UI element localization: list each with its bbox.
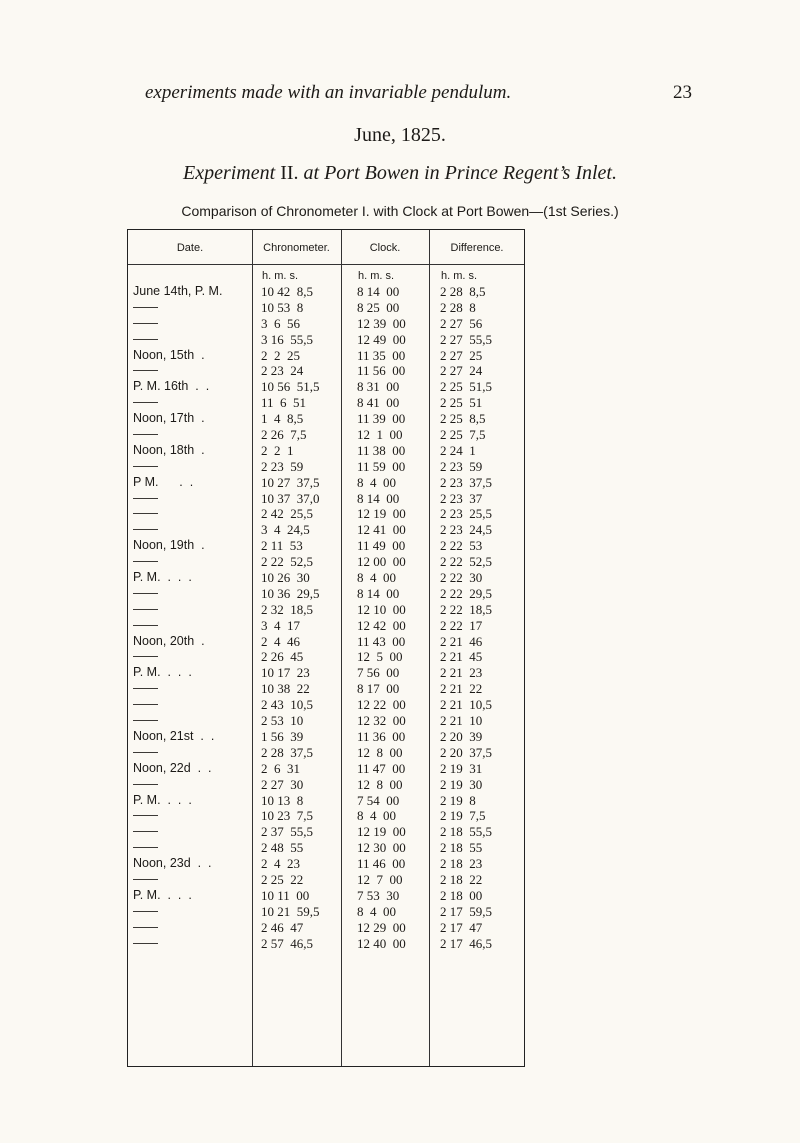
cell-difference: 2 25 8,5 bbox=[440, 411, 486, 427]
cell-difference: 2 23 25,5 bbox=[440, 506, 492, 522]
table-row bbox=[128, 506, 524, 522]
running-head-title: experiments made with an invariable pendulum. bbox=[145, 82, 512, 103]
cell-date: —— bbox=[133, 395, 158, 410]
table-row bbox=[128, 697, 524, 713]
cell-date: —— bbox=[133, 808, 158, 823]
cell-chronometer: 3 4 17 bbox=[261, 617, 300, 633]
cell-date: Noon, 15th . bbox=[133, 347, 205, 362]
cell-date: P. M. . . . bbox=[133, 570, 192, 585]
cell-clock: 12 41 00 bbox=[357, 522, 406, 538]
cell-date: —— bbox=[133, 649, 158, 664]
cell-chronometer: 10 36 29,5 bbox=[261, 585, 320, 601]
table-row bbox=[128, 332, 524, 348]
table-row bbox=[128, 348, 524, 364]
cell-clock: 12 40 00 bbox=[357, 935, 406, 951]
cell-clock: 11 49 00 bbox=[357, 538, 406, 554]
cell-chronometer: 2 46 47 bbox=[261, 919, 304, 935]
cell-difference: 2 18 23 bbox=[440, 856, 483, 872]
cell-date: —— bbox=[133, 363, 158, 378]
cell-difference: 2 23 24,5 bbox=[440, 522, 492, 538]
cell-chronometer: 10 56 51,5 bbox=[261, 379, 320, 395]
cell-clock: 8 25 00 bbox=[357, 299, 400, 315]
cell-date: —— bbox=[133, 903, 158, 918]
cell-date: Noon, 23d . . bbox=[133, 856, 212, 871]
cell-date: Noon, 18th . bbox=[133, 442, 205, 457]
cell-chronometer: 2 22 52,5 bbox=[261, 554, 313, 570]
cell-clock: 7 56 00 bbox=[357, 665, 400, 681]
cell-date: —— bbox=[133, 713, 158, 728]
cell-clock: 8 17 00 bbox=[357, 681, 400, 697]
table-row bbox=[128, 459, 524, 475]
cell-difference: 2 21 22 bbox=[440, 681, 483, 697]
cell-chronometer: 10 11 00 bbox=[261, 887, 310, 903]
table-row bbox=[128, 665, 524, 681]
cell-chronometer: 11 6 51 bbox=[261, 395, 307, 411]
cell-chronometer: 2 32 18,5 bbox=[261, 601, 313, 617]
table-row bbox=[128, 491, 524, 507]
cell-date: —— bbox=[133, 299, 158, 314]
cell-chronometer: 2 2 1 bbox=[261, 442, 294, 458]
cell-difference: 2 25 51,5 bbox=[440, 379, 492, 395]
header-chronometer: Chronometer. bbox=[263, 242, 330, 254]
cell-date: —— bbox=[133, 601, 158, 616]
cell-clock: 11 39 00 bbox=[357, 411, 406, 427]
table-row bbox=[128, 316, 524, 332]
table-row bbox=[128, 300, 524, 316]
cell-difference: 2 27 56 bbox=[440, 315, 483, 331]
table-row bbox=[128, 379, 524, 395]
cell-clock: 12 10 00 bbox=[357, 601, 406, 617]
cell-date: —— bbox=[133, 427, 158, 442]
cell-date: P. M. . . . bbox=[133, 665, 192, 680]
table-row bbox=[128, 570, 524, 586]
cell-date: —— bbox=[133, 506, 158, 521]
cell-date: —— bbox=[133, 617, 158, 632]
cell-date: June 14th, P. M. bbox=[133, 284, 223, 298]
table-row bbox=[128, 554, 524, 570]
cell-chronometer: 3 16 55,5 bbox=[261, 331, 313, 347]
cell-difference: 2 21 46 bbox=[440, 633, 483, 649]
cell-clock: 8 4 00 bbox=[357, 474, 396, 490]
cell-difference: 2 22 17 bbox=[440, 617, 483, 633]
table-row bbox=[128, 745, 524, 761]
table-row bbox=[128, 681, 524, 697]
cell-clock: 12 30 00 bbox=[357, 840, 406, 856]
table-row bbox=[128, 713, 524, 729]
cell-date: —— bbox=[133, 554, 158, 569]
cell-chronometer: 2 4 23 bbox=[261, 856, 300, 872]
table-row bbox=[128, 888, 524, 904]
cell-chronometer: 10 53 8 bbox=[261, 299, 304, 315]
cell-date: —— bbox=[133, 824, 158, 839]
cell-chronometer: 2 23 24 bbox=[261, 363, 304, 379]
cell-chronometer: 10 27 37,5 bbox=[261, 474, 320, 490]
units-difference: h. m. s. bbox=[441, 270, 478, 282]
cell-date: P. M. . . . bbox=[133, 887, 192, 902]
table-row bbox=[128, 824, 524, 840]
table-row bbox=[128, 904, 524, 920]
cell-date: —— bbox=[133, 697, 158, 712]
cell-difference: 2 17 47 bbox=[440, 919, 483, 935]
cell-clock: 11 59 00 bbox=[357, 458, 406, 474]
cell-date: Noon, 21st . . bbox=[133, 728, 215, 743]
cell-chronometer: 10 38 22 bbox=[261, 681, 310, 697]
cell-clock: 12 42 00 bbox=[357, 617, 406, 633]
cell-clock: 11 36 00 bbox=[357, 728, 406, 744]
cell-clock: 11 38 00 bbox=[357, 442, 406, 458]
header-difference: Difference. bbox=[450, 242, 504, 254]
table-row bbox=[128, 920, 524, 936]
table-row bbox=[128, 411, 524, 427]
cell-chronometer: 2 26 7,5 bbox=[261, 427, 307, 443]
cell-difference: 2 21 23 bbox=[440, 665, 483, 681]
cell-difference: 2 18 55 bbox=[440, 840, 483, 856]
table-row bbox=[128, 729, 524, 745]
cell-chronometer: 3 6 56 bbox=[261, 315, 300, 331]
cell-date: Noon, 22d . . bbox=[133, 760, 212, 775]
cell-chronometer: 2 23 59 bbox=[261, 458, 304, 474]
table-row bbox=[128, 538, 524, 554]
cell-chronometer: 1 56 39 bbox=[261, 728, 304, 744]
table-row bbox=[128, 808, 524, 824]
cell-chronometer: 2 11 53 bbox=[261, 538, 303, 554]
comparison-table bbox=[127, 229, 525, 1067]
units-clock: h. m. s. bbox=[358, 270, 395, 282]
table-row bbox=[128, 761, 524, 777]
cell-difference: 2 20 37,5 bbox=[440, 744, 492, 760]
cell-chronometer: 2 43 10,5 bbox=[261, 697, 313, 713]
header-clock: Clock. bbox=[369, 242, 401, 254]
cell-clock: 8 14 00 bbox=[357, 490, 400, 506]
cell-clock: 12 19 00 bbox=[357, 824, 406, 840]
cell-clock: 12 32 00 bbox=[357, 713, 406, 729]
cell-difference: 2 23 59 bbox=[440, 458, 483, 474]
cell-difference: 2 21 45 bbox=[440, 649, 483, 665]
cell-difference: 2 25 51 bbox=[440, 395, 483, 411]
cell-difference: 2 28 8,5 bbox=[440, 284, 486, 299]
cell-clock: 8 41 00 bbox=[357, 395, 400, 411]
cell-chronometer: 2 6 31 bbox=[261, 760, 300, 776]
cell-clock: 11 35 00 bbox=[357, 347, 406, 363]
page-number: 23 bbox=[673, 82, 692, 103]
cell-difference: 2 23 37 bbox=[440, 490, 483, 506]
table-row bbox=[128, 872, 524, 888]
cell-clock: 7 54 00 bbox=[357, 792, 400, 808]
table-row bbox=[128, 649, 524, 665]
cell-clock: 8 14 00 bbox=[357, 284, 400, 299]
table-row bbox=[128, 427, 524, 443]
table-row bbox=[128, 618, 524, 634]
cell-difference: 2 22 29,5 bbox=[440, 585, 492, 601]
cell-difference: 2 21 10,5 bbox=[440, 697, 492, 713]
table-row bbox=[128, 777, 524, 793]
cell-difference: 2 25 7,5 bbox=[440, 427, 486, 443]
cell-date: —— bbox=[133, 776, 158, 791]
cell-chronometer: 2 37 55,5 bbox=[261, 824, 313, 840]
cell-date: —— bbox=[133, 458, 158, 473]
cell-clock: 8 4 00 bbox=[357, 570, 396, 586]
cell-difference: 2 19 31 bbox=[440, 760, 483, 776]
cell-chronometer: 1 4 8,5 bbox=[261, 411, 304, 427]
cell-difference: 2 19 7,5 bbox=[440, 808, 486, 824]
cell-chronometer: 10 21 59,5 bbox=[261, 903, 320, 919]
cell-date: —— bbox=[133, 919, 158, 934]
cell-difference: 2 18 55,5 bbox=[440, 824, 492, 840]
cell-difference: 2 18 00 bbox=[440, 887, 483, 903]
cell-difference: 2 17 59,5 bbox=[440, 903, 492, 919]
cell-difference: 2 22 53 bbox=[440, 538, 483, 554]
table-row bbox=[128, 284, 524, 300]
cell-difference: 2 27 55,5 bbox=[440, 331, 492, 347]
cell-clock: 12 39 00 bbox=[357, 315, 406, 331]
cell-date: —— bbox=[133, 681, 158, 696]
cell-chronometer: 2 28 37,5 bbox=[261, 744, 313, 760]
cell-difference: 2 18 22 bbox=[440, 871, 483, 887]
table-row bbox=[128, 840, 524, 856]
cell-date: —— bbox=[133, 585, 158, 600]
cell-chronometer: 10 42 8,5 bbox=[261, 284, 313, 299]
cell-clock: 8 4 00 bbox=[357, 808, 396, 824]
table-row bbox=[128, 793, 524, 809]
table-row bbox=[128, 602, 524, 618]
cell-chronometer: 10 23 7,5 bbox=[261, 808, 313, 824]
cell-difference: 2 22 30 bbox=[440, 570, 483, 586]
cell-chronometer: 10 37 37,0 bbox=[261, 490, 320, 506]
table-row bbox=[128, 522, 524, 538]
cell-date: P. M. . . . bbox=[133, 792, 192, 807]
cell-difference: 2 20 39 bbox=[440, 728, 483, 744]
experiment-label: Experiment bbox=[183, 162, 276, 184]
table-row bbox=[128, 363, 524, 379]
header-rule bbox=[128, 264, 524, 265]
cell-clock: 11 56 00 bbox=[357, 363, 406, 379]
cell-difference: 2 27 25 bbox=[440, 347, 483, 363]
cell-clock: 8 4 00 bbox=[357, 903, 396, 919]
cell-difference: 2 27 24 bbox=[440, 363, 483, 379]
cell-date: —— bbox=[133, 331, 158, 346]
cell-clock: 12 22 00 bbox=[357, 697, 406, 713]
cell-difference: 2 22 18,5 bbox=[440, 601, 492, 617]
cell-chronometer: 2 2 25 bbox=[261, 347, 300, 363]
date-heading: June, 1825. bbox=[354, 124, 446, 146]
table-row bbox=[128, 443, 524, 459]
cell-date: —— bbox=[133, 935, 158, 950]
cell-date: —— bbox=[133, 490, 158, 505]
cell-chronometer: 2 26 45 bbox=[261, 649, 304, 665]
cell-date: —— bbox=[133, 522, 158, 537]
header-date: Date. bbox=[176, 242, 204, 254]
cell-date: —— bbox=[133, 744, 158, 759]
cell-clock: 12 7 00 bbox=[357, 871, 403, 887]
cell-clock: 12 49 00 bbox=[357, 331, 406, 347]
cell-clock: 12 5 00 bbox=[357, 649, 403, 665]
cell-clock: 11 47 00 bbox=[357, 760, 406, 776]
cell-chronometer: 10 13 8 bbox=[261, 792, 304, 808]
cell-difference: 2 23 37,5 bbox=[440, 474, 492, 490]
cell-difference: 2 19 8 bbox=[440, 792, 476, 808]
cell-difference: 2 21 10 bbox=[440, 713, 483, 729]
cell-date: —— bbox=[133, 315, 158, 330]
cell-chronometer: 2 25 22 bbox=[261, 871, 304, 887]
cell-clock: 12 8 00 bbox=[357, 776, 403, 792]
table-row bbox=[128, 936, 524, 952]
cell-chronometer: 3 4 24,5 bbox=[261, 522, 310, 538]
table-row bbox=[128, 475, 524, 491]
cell-clock: 7 53 30 bbox=[357, 887, 400, 903]
cell-chronometer: 2 53 10 bbox=[261, 713, 304, 729]
cell-clock: 12 8 00 bbox=[357, 744, 403, 760]
cell-chronometer: 2 57 46,5 bbox=[261, 935, 313, 951]
running-head bbox=[145, 82, 692, 104]
experiment-place: at Port Bowen in Prince Regent’s Inlet. bbox=[303, 162, 617, 184]
cell-date: —— bbox=[133, 871, 158, 886]
cell-difference: 2 19 30 bbox=[440, 776, 483, 792]
cell-difference: 2 28 8 bbox=[440, 299, 476, 315]
cell-difference: 2 17 46,5 bbox=[440, 935, 492, 951]
cell-clock: 11 46 00 bbox=[357, 856, 406, 872]
table-row bbox=[128, 856, 524, 872]
cell-date: Noon, 17th . bbox=[133, 411, 205, 426]
cell-clock: 12 29 00 bbox=[357, 919, 406, 935]
cell-date: Noon, 20th . bbox=[133, 633, 205, 648]
cell-clock: 12 19 00 bbox=[357, 506, 406, 522]
cell-date: Noon, 19th . bbox=[133, 538, 205, 553]
table-caption: Comparison of Chronometer I. with Clock at Port Bowen—(1st Series.) bbox=[181, 203, 619, 219]
cell-clock: 8 31 00 bbox=[357, 379, 400, 395]
cell-date: —— bbox=[133, 840, 158, 855]
table-body bbox=[128, 284, 524, 951]
cell-clock: 12 1 00 bbox=[357, 427, 403, 443]
experiment-number: II. bbox=[280, 162, 299, 184]
cell-chronometer: 2 27 30 bbox=[261, 776, 304, 792]
cell-chronometer: 2 42 25,5 bbox=[261, 506, 313, 522]
cell-date: P. M. 16th . . bbox=[133, 379, 210, 394]
cell-clock: 8 14 00 bbox=[357, 585, 400, 601]
units-chronometer: h. m. s. bbox=[262, 270, 299, 282]
cell-chronometer: 2 4 46 bbox=[261, 633, 300, 649]
experiment-heading bbox=[0, 162, 800, 185]
cell-clock: 12 00 00 bbox=[357, 554, 406, 570]
cell-difference: 2 24 1 bbox=[440, 442, 476, 458]
table-row bbox=[128, 395, 524, 411]
cell-chronometer: 10 17 23 bbox=[261, 665, 310, 681]
cell-date: P M. . . bbox=[133, 474, 194, 489]
table-row bbox=[128, 634, 524, 650]
cell-difference: 2 22 52,5 bbox=[440, 554, 492, 570]
cell-chronometer: 2 48 55 bbox=[261, 840, 304, 856]
cell-clock: 11 43 00 bbox=[357, 633, 406, 649]
cell-chronometer: 10 26 30 bbox=[261, 570, 310, 586]
table-row bbox=[128, 586, 524, 602]
